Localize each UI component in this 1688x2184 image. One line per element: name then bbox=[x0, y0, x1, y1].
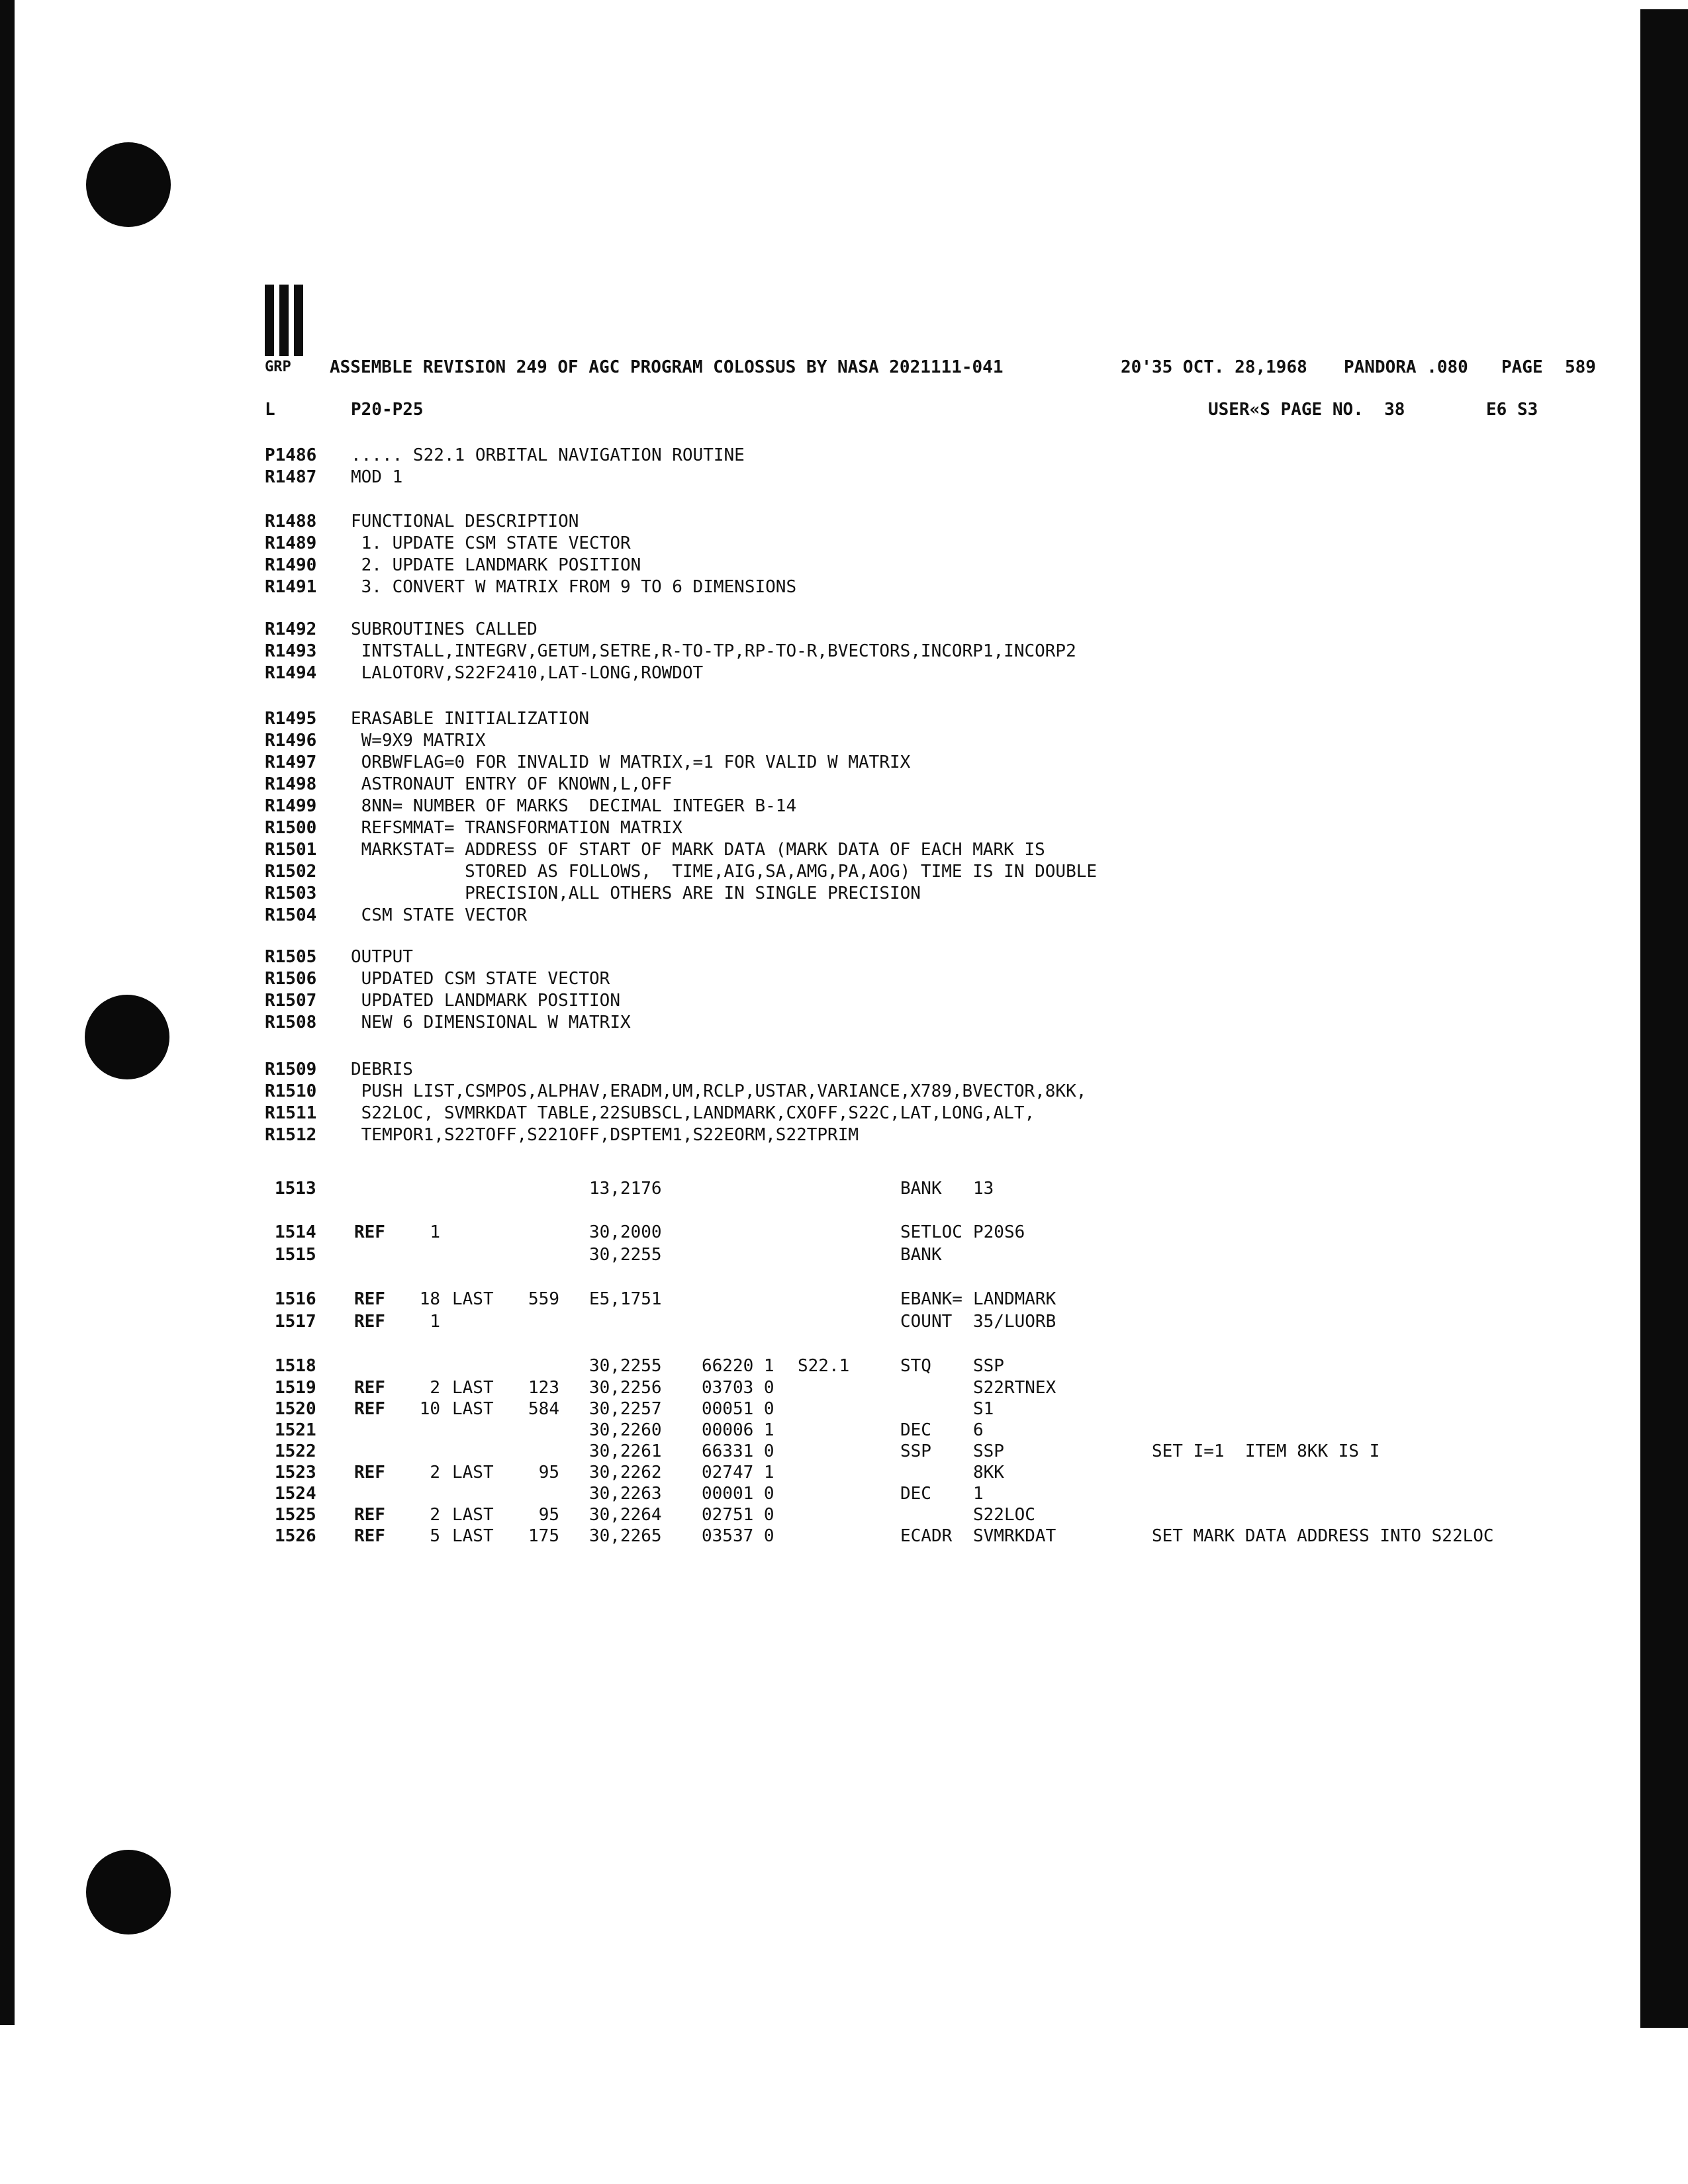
line-number: R1491 bbox=[265, 577, 317, 597]
header-title: ASSEMBLE REVISION 249 OF AGC PROGRAM COLOSSUS BY NASA 2021111-041 bbox=[330, 357, 1004, 377]
ref-count: 2 bbox=[430, 1378, 440, 1398]
operand: P20S6 bbox=[973, 1222, 1025, 1242]
operand: 1 bbox=[973, 1484, 984, 1504]
comment-line bbox=[265, 968, 1165, 990]
line-number: R1487 bbox=[265, 467, 317, 487]
operand: 13 bbox=[973, 1179, 994, 1199]
comment-line bbox=[265, 662, 1165, 684]
source-line-number: 1520 bbox=[275, 1399, 316, 1419]
operand: SSP bbox=[973, 1441, 1004, 1461]
comment-text: S22LOC, SVMRKDAT TABLE,22SUBSCL,LANDMARK,CXOFF,S22C,LAT,LONG,ALT, bbox=[351, 1103, 1035, 1123]
comment-text: CSM STATE VECTOR bbox=[351, 905, 528, 925]
address: 30,2264 bbox=[589, 1505, 662, 1525]
ref-count: 1 bbox=[430, 1312, 440, 1332]
address: 30,2261 bbox=[589, 1441, 662, 1461]
operand: S22RTNEX bbox=[973, 1378, 1056, 1398]
comment-text: MOD 1 bbox=[351, 467, 403, 487]
operand: S1 bbox=[973, 1399, 994, 1419]
header-mark: GRP bbox=[265, 359, 291, 375]
octal-word: 03537 0 bbox=[702, 1526, 774, 1546]
comment-line bbox=[265, 796, 1165, 817]
comment-text: DEBRIS bbox=[351, 1060, 413, 1079]
operand: SVMRKDAT bbox=[973, 1526, 1056, 1546]
last-label: LAST bbox=[452, 1526, 494, 1546]
code-row bbox=[275, 1178, 1532, 1199]
source-line-number: 1513 bbox=[275, 1179, 316, 1199]
comment-line bbox=[265, 555, 1165, 576]
line-number: R1490 bbox=[265, 555, 317, 575]
comment-line bbox=[265, 576, 1165, 598]
octal-word: 66331 0 bbox=[702, 1441, 774, 1461]
comment-text: MARKSTAT= ADDRESS OF START OF MARK DATA (MARK DATA OF EACH MARK IS bbox=[351, 840, 1045, 860]
ref-count: 2 bbox=[430, 1505, 440, 1525]
line-number: R1499 bbox=[265, 796, 317, 816]
header-label: PANDORA .080 bbox=[1344, 357, 1468, 377]
ref-count: 18 bbox=[419, 1289, 440, 1309]
line-number: R1500 bbox=[265, 818, 317, 838]
comment-line bbox=[265, 533, 1165, 555]
octal-word: 00051 0 bbox=[702, 1399, 774, 1419]
source-line-number: 1514 bbox=[275, 1222, 316, 1242]
code-row bbox=[275, 1462, 1532, 1483]
octal-word: 02747 1 bbox=[702, 1463, 774, 1482]
comment-text: UPDATED LANDMARK POSITION bbox=[351, 991, 620, 1011]
source-line-number: 1524 bbox=[275, 1484, 316, 1504]
opcode: SETLOC bbox=[900, 1222, 962, 1242]
address: 30,2256 bbox=[589, 1378, 662, 1398]
opcode: BANK bbox=[900, 1245, 942, 1265]
comment-text: UPDATED CSM STATE VECTOR bbox=[351, 969, 610, 989]
opcode: COUNT bbox=[900, 1312, 953, 1332]
comment-line bbox=[265, 708, 1165, 730]
code-row bbox=[275, 1483, 1532, 1504]
operand: S22LOC bbox=[973, 1505, 1035, 1525]
source-line-number: 1517 bbox=[275, 1312, 316, 1332]
comment-text: OUTPUT bbox=[351, 947, 413, 967]
line-number: R1489 bbox=[265, 533, 317, 553]
comment-line bbox=[265, 774, 1165, 796]
comment-text: FUNCTIONAL DESCRIPTION bbox=[351, 512, 579, 531]
comment-line bbox=[265, 817, 1165, 839]
last-line: 175 bbox=[528, 1526, 559, 1546]
last-line: 95 bbox=[538, 1505, 559, 1525]
last-line: 559 bbox=[528, 1289, 559, 1309]
operand: 35/LUORB bbox=[973, 1312, 1056, 1332]
ref-marker: REF bbox=[354, 1526, 385, 1546]
inline-comment: SET MARK DATA ADDRESS INTO S22LOC bbox=[1152, 1526, 1494, 1546]
line-number: R1508 bbox=[265, 1013, 317, 1032]
comment-line bbox=[265, 445, 1165, 467]
opcode: ECADR bbox=[900, 1526, 953, 1546]
comment-text: 2. UPDATE LANDMARK POSITION bbox=[351, 555, 641, 575]
last-label: LAST bbox=[452, 1289, 494, 1309]
comment-line bbox=[265, 467, 1165, 488]
last-label: LAST bbox=[452, 1399, 494, 1419]
comment-text: NEW 6 DIMENSIONAL W MATRIX bbox=[351, 1013, 631, 1032]
line-number: R1507 bbox=[265, 991, 317, 1011]
code-row bbox=[275, 1504, 1532, 1525]
line-number: R1493 bbox=[265, 641, 317, 661]
line-number: R1505 bbox=[265, 947, 317, 967]
opcode: SSP bbox=[900, 1441, 931, 1461]
line-number: R1511 bbox=[265, 1103, 317, 1123]
comment-text: ASTRONAUT ENTRY OF KNOWN,L,OFF bbox=[351, 774, 673, 794]
subheader-code: E6 S3 bbox=[1486, 400, 1538, 420]
address: 30,2262 bbox=[589, 1463, 662, 1482]
source-line-number: 1522 bbox=[275, 1441, 316, 1461]
line-number: R1504 bbox=[265, 905, 317, 925]
punch-hole-bottom bbox=[86, 1850, 171, 1934]
comment-text: 8NN= NUMBER OF MARKS DECIMAL INTEGER B-14 bbox=[351, 796, 797, 816]
right-scan-border bbox=[1640, 9, 1688, 2028]
punch-hole-top bbox=[86, 142, 171, 227]
line-number: R1496 bbox=[265, 731, 317, 751]
opcode: DEC bbox=[900, 1484, 931, 1504]
line-number: R1502 bbox=[265, 862, 317, 882]
ref-marker: REF bbox=[354, 1289, 385, 1309]
symbol-label: S22.1 bbox=[798, 1356, 850, 1376]
comment-text: REFSMMAT= TRANSFORMATION MATRIX bbox=[351, 818, 682, 838]
comment-line bbox=[265, 883, 1165, 905]
octal-word: 03703 0 bbox=[702, 1378, 774, 1398]
ref-count: 1 bbox=[430, 1222, 440, 1242]
comment-text: W=9X9 MATRIX bbox=[351, 731, 486, 751]
octal-word: 00006 1 bbox=[702, 1420, 774, 1440]
comment-line bbox=[265, 619, 1165, 641]
address: 30,2265 bbox=[589, 1526, 662, 1546]
comment-line bbox=[265, 990, 1165, 1012]
last-line: 584 bbox=[528, 1399, 559, 1419]
line-number: R1498 bbox=[265, 774, 317, 794]
ref-count: 10 bbox=[419, 1399, 440, 1419]
code-row bbox=[275, 1289, 1532, 1310]
source-line-number: 1515 bbox=[275, 1245, 316, 1265]
address: 30,2255 bbox=[589, 1356, 662, 1376]
opcode: BANK bbox=[900, 1179, 942, 1199]
opcode: DEC bbox=[900, 1420, 931, 1440]
comment-line bbox=[265, 752, 1165, 774]
comment-line bbox=[265, 511, 1165, 533]
comment-line bbox=[265, 1059, 1165, 1081]
comment-text: ORBWFLAG=0 FOR INVALID W MATRIX,=1 FOR VALID W MATRIX bbox=[351, 752, 911, 772]
ref-marker: REF bbox=[354, 1222, 385, 1242]
comment-text: PUSH LIST,CSMPOS,ALPHAV,ERADM,UM,RCLP,USTAR,VARIANCE,X789,BVECTOR,8KK, bbox=[351, 1081, 1087, 1101]
last-label: LAST bbox=[452, 1463, 494, 1482]
address: 30,2263 bbox=[589, 1484, 662, 1504]
last-line: 95 bbox=[538, 1463, 559, 1482]
code-row bbox=[275, 1420, 1532, 1441]
punch-hole-middle bbox=[85, 995, 169, 1079]
operand: LANDMARK bbox=[973, 1289, 1056, 1309]
line-number: P1486 bbox=[265, 445, 317, 465]
comment-text: LALOTORV,S22F2410,LAT-LONG,ROWDOT bbox=[351, 663, 704, 683]
comment-text: TEMPOR1,S22TOFF,S221OFF,DSPTEM1,S22EORM,S22TPRIM bbox=[351, 1125, 859, 1145]
subheader-user-page: USER«S PAGE NO. 38 bbox=[1208, 400, 1405, 420]
comment-line bbox=[265, 730, 1165, 752]
inline-comment: SET I=1 ITEM 8KK IS I bbox=[1152, 1441, 1380, 1461]
comment-text: SUBROUTINES CALLED bbox=[351, 619, 538, 639]
comment-line bbox=[265, 839, 1165, 861]
source-line-number: 1521 bbox=[275, 1420, 316, 1440]
source-line-number: 1526 bbox=[275, 1526, 316, 1546]
comment-text: STORED AS FOLLOWS, TIME,AIG,SA,AMG,PA,AOG) TIME IS IN DOUBLE bbox=[351, 862, 1098, 882]
comment-line bbox=[265, 905, 1165, 927]
source-line-number: 1525 bbox=[275, 1505, 316, 1525]
comment-text: ERASABLE INITIALIZATION bbox=[351, 709, 590, 729]
line-number: R1501 bbox=[265, 840, 317, 860]
address: 30,2260 bbox=[589, 1420, 662, 1440]
comment-line bbox=[265, 1081, 1165, 1103]
code-row bbox=[275, 1244, 1532, 1265]
ref-marker: REF bbox=[354, 1463, 385, 1482]
comment-text: 3. CONVERT W MATRIX FROM 9 TO 6 DIMENSIONS bbox=[351, 577, 797, 597]
code-row bbox=[275, 1222, 1532, 1243]
line-number: R1512 bbox=[265, 1125, 317, 1145]
line-number: R1492 bbox=[265, 619, 317, 639]
code-row bbox=[275, 1525, 1532, 1547]
operand: SSP bbox=[973, 1356, 1004, 1376]
line-number: R1494 bbox=[265, 663, 317, 683]
source-line-number: 1518 bbox=[275, 1356, 316, 1376]
comment-line bbox=[265, 641, 1165, 662]
address: 30,2000 bbox=[589, 1222, 662, 1242]
ref-marker: REF bbox=[354, 1399, 385, 1419]
header-page-label: PAGE bbox=[1501, 357, 1543, 377]
address: 13,2176 bbox=[589, 1179, 662, 1199]
comment-text: 1. UPDATE CSM STATE VECTOR bbox=[351, 533, 631, 553]
line-number: R1488 bbox=[265, 512, 317, 531]
source-line-number: 1523 bbox=[275, 1463, 316, 1482]
last-label: LAST bbox=[452, 1378, 494, 1398]
source-line-number: 1516 bbox=[275, 1289, 316, 1309]
opcode: STQ bbox=[900, 1356, 931, 1376]
code-row bbox=[275, 1398, 1532, 1420]
header-timestamp: 20'35 OCT. 28,1968 bbox=[1121, 357, 1307, 377]
code-row bbox=[275, 1311, 1532, 1332]
ref-marker: REF bbox=[354, 1378, 385, 1398]
line-number: R1509 bbox=[265, 1060, 317, 1079]
code-row bbox=[275, 1441, 1532, 1462]
address: E5,1751 bbox=[589, 1289, 662, 1309]
line-number: R1497 bbox=[265, 752, 317, 772]
address: 30,2255 bbox=[589, 1245, 662, 1265]
left-scan-border bbox=[0, 0, 15, 2025]
line-number: R1495 bbox=[265, 709, 317, 729]
subheader-left-mark: L bbox=[265, 400, 275, 420]
comment-line bbox=[265, 1103, 1165, 1124]
comment-text: PRECISION,ALL OTHERS ARE IN SINGLE PRECISION bbox=[351, 884, 921, 903]
octal-word: 00001 0 bbox=[702, 1484, 774, 1504]
ref-marker: REF bbox=[354, 1505, 385, 1525]
ref-count: 2 bbox=[430, 1463, 440, 1482]
operand: 8KK bbox=[973, 1463, 1004, 1482]
code-row bbox=[275, 1377, 1532, 1398]
comment-text: INTSTALL,INTEGRV,GETUM,SETRE,R-TO-TP,RP-TO-R,BVECTORS,INCORP1,INCORP2 bbox=[351, 641, 1076, 661]
operand: 6 bbox=[973, 1420, 984, 1440]
line-number: R1503 bbox=[265, 884, 317, 903]
header-page-number: 589 bbox=[1565, 357, 1596, 377]
source-line-number: 1519 bbox=[275, 1378, 316, 1398]
code-row bbox=[275, 1355, 1532, 1377]
subheader-section: P20-P25 bbox=[351, 400, 424, 420]
line-number: R1510 bbox=[265, 1081, 317, 1101]
comment-line bbox=[265, 1012, 1165, 1034]
last-label: LAST bbox=[452, 1505, 494, 1525]
comment-line bbox=[265, 861, 1165, 883]
opcode: EBANK= bbox=[900, 1289, 962, 1309]
line-number: R1506 bbox=[265, 969, 317, 989]
comment-line bbox=[265, 946, 1165, 968]
comment-line bbox=[265, 1124, 1165, 1146]
ref-count: 5 bbox=[430, 1526, 440, 1546]
octal-word: 02751 0 bbox=[702, 1505, 774, 1525]
octal-word: 66220 1 bbox=[702, 1356, 774, 1376]
printer-bars-mark bbox=[265, 285, 306, 356]
last-line: 123 bbox=[528, 1378, 559, 1398]
address: 30,2257 bbox=[589, 1399, 662, 1419]
ref-marker: REF bbox=[354, 1312, 385, 1332]
comment-text: ..... S22.1 ORBITAL NAVIGATION ROUTINE bbox=[351, 445, 745, 465]
